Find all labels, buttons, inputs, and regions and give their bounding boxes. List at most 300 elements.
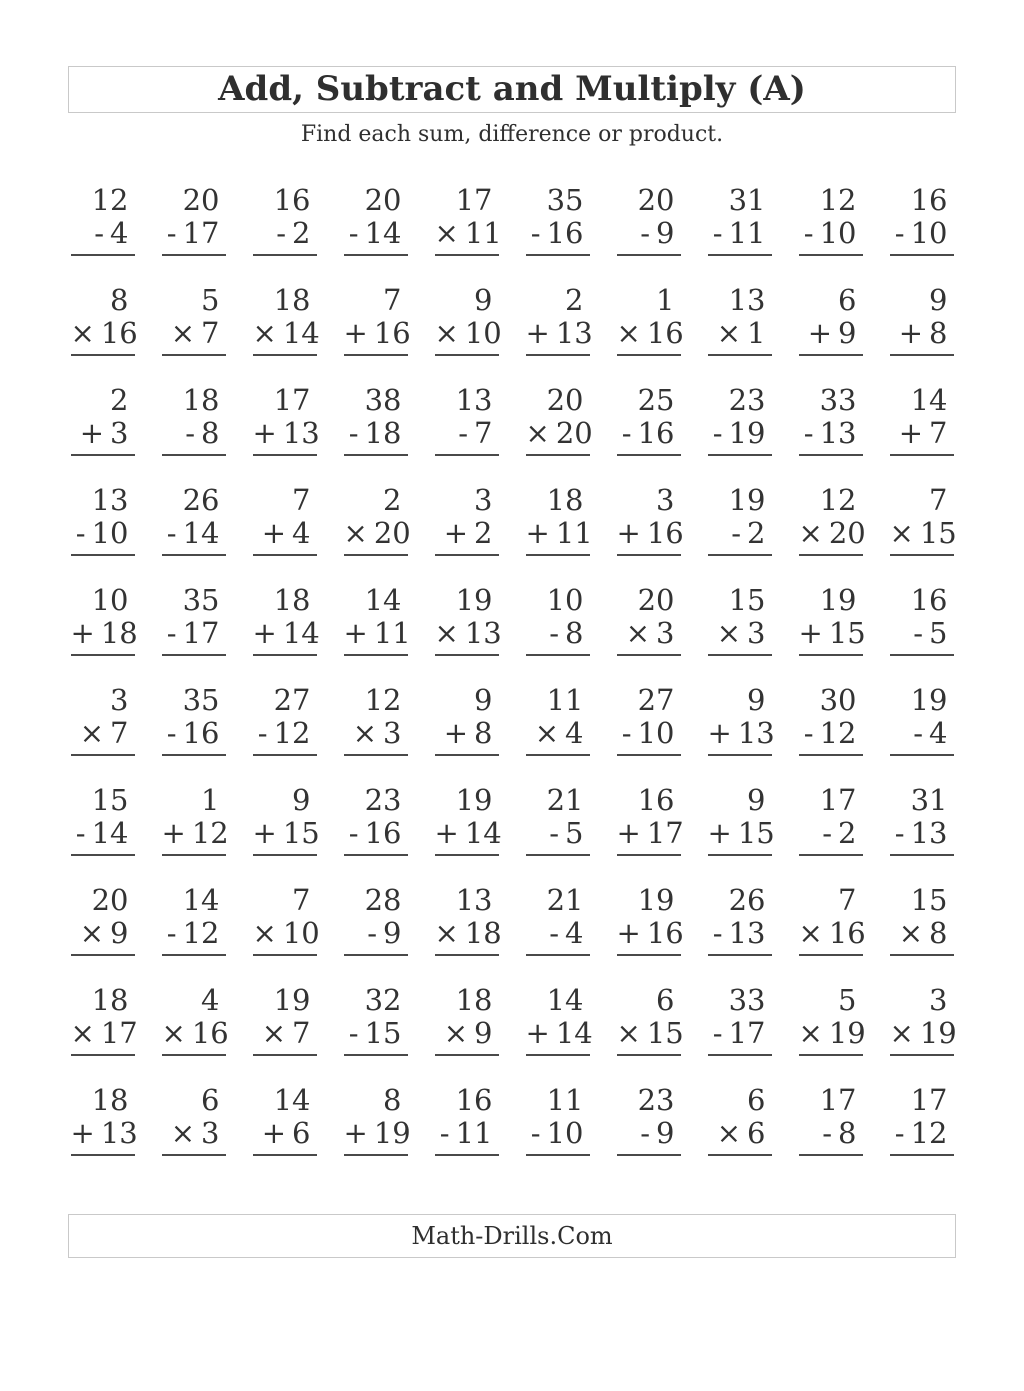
bottom-row — [162, 717, 226, 750]
problem-body — [252, 583, 320, 684]
bottom-operand: 16 — [191, 1016, 229, 1050]
bottom-operand: 8 — [929, 916, 948, 950]
operator: - — [712, 916, 723, 950]
problem-body — [617, 684, 681, 784]
bottom-operand: 15 — [737, 816, 775, 850]
bottom-operand: 2 — [747, 516, 766, 550]
bottom-operand: 15 — [919, 516, 957, 550]
problem-21 — [57, 384, 148, 484]
top-operand: 18 — [546, 483, 584, 517]
problem-body — [344, 784, 408, 884]
page-title: Add, Subtract and Multiply (A) — [218, 69, 806, 109]
problem-body — [162, 384, 226, 484]
answer-line — [617, 1154, 681, 1156]
top-operand: 8 — [383, 1083, 402, 1117]
answer-line — [71, 354, 135, 356]
problem-body — [253, 184, 317, 284]
bottom-operand: 7 — [292, 1016, 311, 1050]
bottom-operand: 12 — [910, 1116, 948, 1150]
top-operand: 14 — [910, 383, 948, 417]
operator: + — [898, 416, 924, 450]
operator: - — [731, 516, 742, 550]
bottom-operand: 20 — [555, 416, 593, 450]
answer-line — [162, 754, 226, 756]
operator: - — [166, 916, 177, 950]
bottom-operand: 10 — [819, 216, 857, 250]
answer-line — [890, 754, 954, 756]
bottom-row — [525, 416, 593, 450]
operator: - — [166, 616, 177, 650]
problem-18 — [694, 284, 785, 384]
problem-57 — [603, 684, 694, 784]
top-operand: 13 — [91, 483, 129, 517]
bottom-row — [344, 1017, 408, 1050]
answer-line — [435, 254, 499, 256]
problem-19 — [785, 284, 876, 384]
problem-body — [70, 983, 138, 1084]
bottom-operand: 8 — [474, 716, 493, 750]
problem-body — [798, 483, 866, 584]
footer-text: Math-Drills.Com — [411, 1222, 613, 1250]
problem-body — [890, 584, 954, 684]
answer-line — [162, 954, 226, 956]
bottom-operand: 1 — [747, 316, 766, 350]
answer-line — [617, 454, 681, 456]
operator: + — [161, 816, 186, 850]
bottom-row — [617, 417, 681, 450]
bottom-operand: 11 — [728, 216, 766, 250]
operator: × — [252, 916, 277, 950]
operator: - — [822, 1116, 833, 1150]
problem-body — [617, 184, 681, 284]
problem-85 — [421, 984, 512, 1084]
answer-line — [617, 754, 681, 756]
bottom-row — [617, 617, 681, 650]
bottom-row — [70, 1016, 138, 1050]
bottom-row — [616, 516, 684, 550]
problem-12 — [148, 284, 239, 384]
problem-56 — [512, 684, 603, 784]
top-operand: 20 — [546, 383, 584, 417]
problem-1 — [57, 184, 148, 284]
operator: × — [161, 1016, 186, 1050]
problem-95 — [421, 1084, 512, 1184]
answer-line — [890, 1154, 954, 1156]
problem-8 — [694, 184, 785, 284]
top-operand: 6 — [201, 1083, 220, 1117]
bottom-row — [435, 1017, 499, 1050]
answer-line — [708, 1154, 772, 1156]
bottom-operand: 11 — [464, 216, 502, 250]
bottom-operand: 9 — [656, 216, 675, 250]
bottom-row — [344, 417, 408, 450]
answer-line — [253, 454, 317, 456]
bottom-row — [253, 517, 317, 550]
top-operand: 2 — [383, 483, 402, 517]
problem-body — [890, 884, 954, 984]
bottom-row — [526, 617, 590, 650]
answer-line — [253, 1054, 317, 1056]
top-operand: 21 — [546, 883, 584, 917]
bottom-row — [162, 517, 226, 550]
bottom-operand: 9 — [474, 1016, 493, 1050]
problem-body — [526, 1084, 590, 1184]
answer-line — [344, 854, 408, 856]
problem-body — [344, 984, 408, 1084]
top-operand: 6 — [838, 283, 857, 317]
problem-33 — [239, 484, 330, 584]
bottom-row — [617, 217, 681, 250]
problem-69 — [785, 784, 876, 884]
problem-93 — [239, 1084, 330, 1184]
problem-body — [70, 283, 138, 384]
problem-70 — [876, 784, 967, 884]
answer-line — [526, 254, 590, 256]
operator: - — [621, 416, 632, 450]
bottom-row — [890, 1117, 954, 1150]
operator: + — [616, 916, 641, 950]
answer-line — [253, 254, 317, 256]
problem-body — [890, 284, 954, 384]
answer-line — [799, 954, 863, 956]
problems-grid — [57, 184, 967, 1184]
answer-line — [71, 654, 135, 656]
operator: - — [185, 416, 196, 450]
problem-body — [71, 184, 135, 284]
problem-body — [435, 984, 499, 1084]
problem-71 — [57, 884, 148, 984]
bottom-row — [525, 316, 593, 350]
bottom-row — [434, 916, 502, 950]
operator: × — [716, 616, 742, 650]
answer-line — [71, 1054, 135, 1056]
answer-line — [435, 854, 499, 856]
top-operand: 14 — [364, 583, 402, 617]
problem-100 — [876, 1084, 967, 1184]
operator: × — [79, 916, 105, 950]
problem-34 — [330, 484, 421, 584]
problem-59 — [785, 684, 876, 784]
top-operand: 25 — [637, 383, 675, 417]
bottom-row — [253, 717, 317, 750]
top-operand: 9 — [292, 783, 311, 817]
problem-body — [70, 583, 138, 684]
answer-line — [71, 554, 135, 556]
bottom-row — [252, 616, 320, 650]
problem-68 — [694, 784, 785, 884]
operator: × — [525, 416, 550, 450]
bottom-row — [526, 817, 590, 850]
bottom-operand: 19 — [728, 416, 766, 450]
bottom-row — [799, 817, 863, 850]
bottom-operand: 13 — [100, 1116, 138, 1150]
answer-line — [71, 1154, 135, 1156]
bottom-operand: 10 — [91, 516, 129, 550]
problem-body — [161, 783, 229, 884]
bottom-operand: 9 — [838, 316, 857, 350]
top-operand: 2 — [565, 283, 584, 317]
bottom-row — [344, 917, 408, 950]
bottom-operand: 20 — [828, 516, 866, 550]
answer-line — [344, 654, 408, 656]
answer-line — [617, 1054, 681, 1056]
top-operand: 32 — [364, 983, 402, 1017]
top-operand: 19 — [273, 983, 311, 1017]
worksheet-page — [68, 66, 956, 1391]
top-operand: 14 — [546, 983, 584, 1017]
answer-line — [435, 354, 499, 356]
answer-line — [890, 654, 954, 656]
bottom-operand: 6 — [292, 1116, 311, 1150]
bottom-row — [162, 417, 226, 450]
answer-line — [799, 1154, 863, 1156]
problem-body — [616, 883, 684, 984]
bottom-operand: 12 — [182, 916, 220, 950]
operator: × — [798, 1016, 823, 1050]
bottom-row — [162, 617, 226, 650]
problem-45 — [421, 584, 512, 684]
problem-body — [434, 583, 502, 684]
answer-line — [71, 254, 135, 256]
problem-72 — [148, 884, 239, 984]
answer-line — [71, 854, 135, 856]
answer-line — [71, 754, 135, 756]
problem-55 — [421, 684, 512, 784]
operator: × — [616, 1016, 641, 1050]
problem-17 — [603, 284, 694, 384]
operator: × — [534, 716, 560, 750]
bottom-row — [616, 916, 684, 950]
answer-line — [253, 854, 317, 856]
bottom-row — [162, 1117, 226, 1150]
problem-20 — [876, 284, 967, 384]
bottom-operand: 13 — [910, 816, 948, 850]
top-operand: 12 — [819, 483, 857, 517]
problem-body — [616, 283, 684, 384]
bottom-operand: 14 — [555, 1016, 593, 1050]
answer-line — [617, 354, 681, 356]
bottom-row — [799, 717, 863, 750]
problem-67 — [603, 784, 694, 884]
operator: × — [434, 916, 459, 950]
problem-body — [71, 884, 135, 984]
bottom-operand: 13 — [282, 416, 320, 450]
top-operand: 18 — [455, 983, 493, 1017]
operator: - — [894, 816, 905, 850]
bottom-row — [708, 1117, 772, 1150]
bottom-operand: 17 — [100, 1016, 138, 1050]
problem-48 — [694, 584, 785, 684]
answer-line — [617, 854, 681, 856]
problem-2 — [148, 184, 239, 284]
answer-line — [344, 1154, 408, 1156]
operator: × — [434, 616, 459, 650]
top-operand: 21 — [546, 783, 584, 817]
problem-29 — [785, 384, 876, 484]
bottom-row — [343, 616, 411, 650]
problem-24 — [330, 384, 421, 484]
bottom-row — [343, 1116, 411, 1150]
top-operand: 27 — [637, 683, 675, 717]
bottom-row — [71, 717, 135, 750]
bottom-row — [252, 416, 320, 450]
problem-60 — [876, 684, 967, 784]
bottom-operand: 16 — [364, 816, 402, 850]
problem-body — [799, 684, 863, 784]
top-operand: 15 — [728, 583, 766, 617]
top-operand: 35 — [182, 583, 220, 617]
problem-body — [161, 983, 229, 1084]
problem-body — [617, 1084, 681, 1184]
answer-line — [526, 454, 590, 456]
bottom-row — [617, 1117, 681, 1150]
bottom-operand: 3 — [383, 716, 402, 750]
operator: + — [70, 616, 95, 650]
bottom-row — [252, 816, 320, 850]
answer-line — [162, 854, 226, 856]
answer-line — [526, 1054, 590, 1056]
bottom-operand: 8 — [565, 616, 584, 650]
operator: - — [348, 816, 359, 850]
bottom-row — [708, 1017, 772, 1050]
bottom-row — [889, 1016, 957, 1050]
problem-body — [799, 284, 863, 384]
operator: × — [798, 516, 823, 550]
top-operand: 20 — [637, 583, 675, 617]
top-operand: 7 — [929, 483, 948, 517]
top-operand: 5 — [838, 983, 857, 1017]
answer-line — [708, 654, 772, 656]
operator: - — [803, 716, 814, 750]
problem-body — [344, 184, 408, 284]
operator: - — [894, 216, 905, 250]
top-operand: 19 — [910, 683, 948, 717]
problem-28 — [694, 384, 785, 484]
bottom-operand: 7 — [110, 716, 129, 750]
problem-51 — [57, 684, 148, 784]
operator: - — [549, 916, 560, 950]
bottom-operand: 14 — [464, 816, 502, 850]
top-operand: 3 — [656, 483, 675, 517]
problem-body — [617, 384, 681, 484]
problem-body — [162, 484, 226, 584]
operator: - — [712, 1016, 723, 1050]
answer-line — [799, 354, 863, 356]
operator: - — [712, 416, 723, 450]
answer-line — [253, 954, 317, 956]
problem-body — [526, 584, 590, 684]
problem-91 — [57, 1084, 148, 1184]
top-operand: 23 — [637, 1083, 675, 1117]
bottom-row — [435, 417, 499, 450]
problem-92 — [148, 1084, 239, 1184]
operator: + — [616, 516, 641, 550]
operator: + — [807, 316, 833, 350]
top-operand: 17 — [273, 383, 311, 417]
bottom-row — [708, 917, 772, 950]
problem-body — [798, 583, 866, 684]
answer-line — [617, 654, 681, 656]
operator: - — [75, 816, 86, 850]
problem-74 — [330, 884, 421, 984]
top-operand: 11 — [546, 683, 584, 717]
answer-line — [799, 454, 863, 456]
bottom-operand: 14 — [182, 516, 220, 550]
bottom-row — [70, 316, 138, 350]
operator: + — [525, 1016, 550, 1050]
bottom-operand: 3 — [110, 416, 129, 450]
problem-body — [71, 384, 135, 484]
answer-line — [344, 1054, 408, 1056]
operator: - — [803, 416, 814, 450]
bottom-operand: 5 — [929, 616, 948, 650]
problem-89 — [785, 984, 876, 1084]
top-operand: 19 — [819, 583, 857, 617]
problem-body — [525, 483, 593, 584]
problem-43 — [239, 584, 330, 684]
answer-line — [799, 754, 863, 756]
bottom-operand: 10 — [546, 1116, 584, 1150]
bottom-operand: 11 — [555, 516, 593, 550]
top-operand: 6 — [656, 983, 675, 1017]
problem-body — [71, 484, 135, 584]
bottom-operand: 15 — [646, 1016, 684, 1050]
top-operand: 3 — [474, 483, 493, 517]
operator: × — [261, 1016, 287, 1050]
problem-58 — [694, 684, 785, 784]
answer-line — [526, 654, 590, 656]
operator: - — [94, 216, 105, 250]
problem-47 — [603, 584, 694, 684]
top-operand: 5 — [201, 283, 220, 317]
answer-line — [708, 554, 772, 556]
problem-46 — [512, 584, 603, 684]
bottom-row — [435, 1117, 499, 1150]
top-operand: 33 — [728, 983, 766, 1017]
bottom-row — [71, 517, 135, 550]
problem-35 — [421, 484, 512, 584]
problem-94 — [330, 1084, 421, 1184]
top-operand: 20 — [182, 183, 220, 217]
top-operand: 2 — [110, 383, 129, 417]
bottom-row — [252, 316, 320, 350]
problem-62 — [148, 784, 239, 884]
answer-line — [708, 354, 772, 356]
bottom-operand: 14 — [282, 316, 320, 350]
top-operand: 3 — [929, 983, 948, 1017]
bottom-row — [162, 917, 226, 950]
answer-line — [435, 754, 499, 756]
problem-body — [798, 983, 866, 1084]
problem-body — [344, 384, 408, 484]
operator: + — [79, 416, 105, 450]
top-operand: 13 — [455, 383, 493, 417]
problem-16 — [512, 284, 603, 384]
problem-41 — [57, 584, 148, 684]
answer-line — [708, 954, 772, 956]
operator: - — [894, 1116, 905, 1150]
operator: × — [434, 316, 459, 350]
top-operand: 18 — [91, 983, 129, 1017]
bottom-operand: 12 — [191, 816, 229, 850]
top-operand: 27 — [273, 683, 311, 717]
operator: - — [530, 216, 541, 250]
problem-15 — [421, 284, 512, 384]
problem-86 — [512, 984, 603, 1084]
operator: - — [530, 1116, 541, 1150]
operator: - — [822, 816, 833, 850]
problem-body — [343, 1083, 411, 1184]
